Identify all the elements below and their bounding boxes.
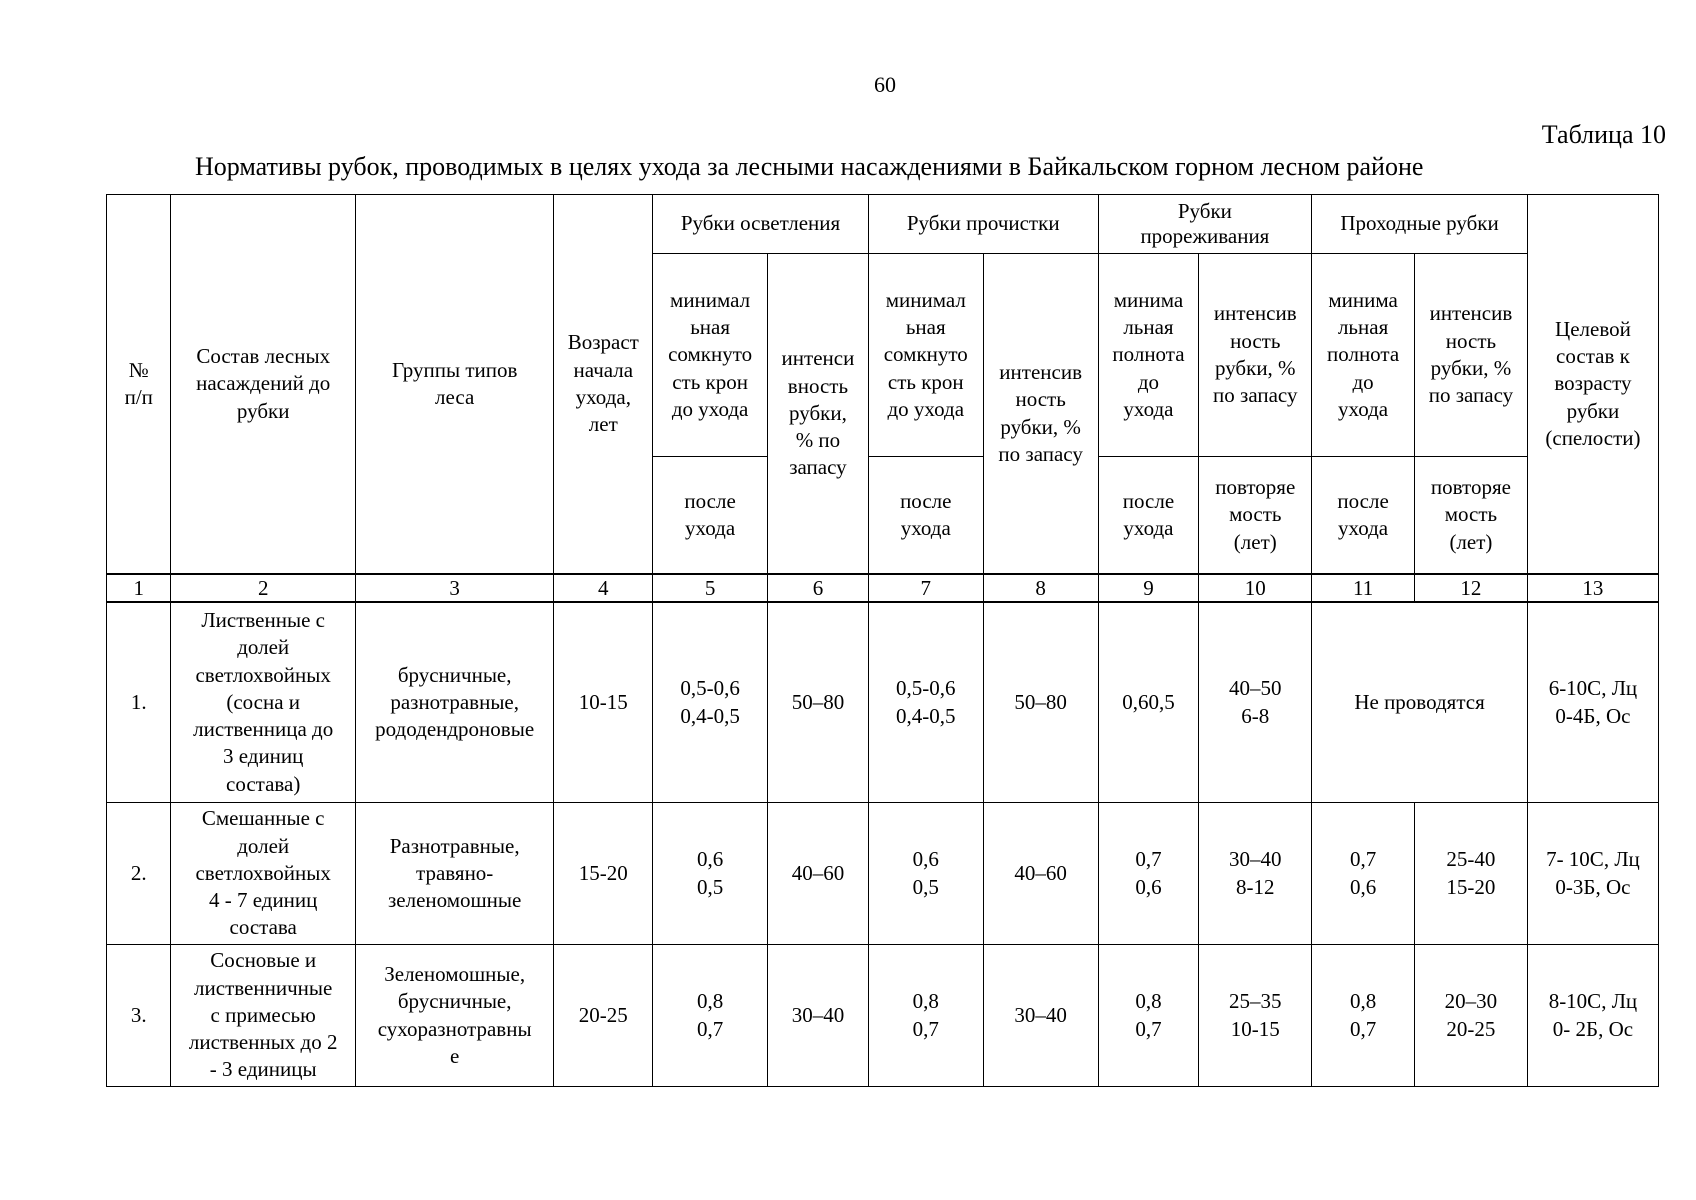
row-cell-6: 50–80 xyxy=(768,602,869,803)
col-number: 10 xyxy=(1199,574,1312,602)
row-forest-types: Разнотравные, травяно- зеленомошные xyxy=(355,803,554,945)
header-after-11: после ухода xyxy=(1312,457,1415,575)
header-min-closure-7: минимал ьная сомкнуто сть крон до ухода xyxy=(868,254,983,457)
row-cell-9: 0,7 0,6 xyxy=(1098,803,1199,945)
row-num: 1. xyxy=(107,602,171,803)
header-passage: Проходные рубки xyxy=(1312,195,1528,254)
row-target: 7- 10С, Лц 0-3Б, Ос xyxy=(1527,803,1658,945)
row-cell-6: 40–60 xyxy=(768,803,869,945)
row-cell-8: 50–80 xyxy=(983,602,1098,803)
row-cell-7: 0,8 0,7 xyxy=(868,945,983,1087)
header-repeat-12: повторяе мость (лет) xyxy=(1414,457,1527,575)
page-number: 60 xyxy=(874,72,896,97)
header-intensity-10: интенсив ность рубки, % по запасу xyxy=(1199,254,1312,457)
row-cell-8: 40–60 xyxy=(983,803,1098,945)
row-composition: Смешанные с долей светлохвойных 4 - 7 единиц состава xyxy=(171,803,355,945)
row-cell-11: 0,7 0,6 xyxy=(1312,803,1415,945)
row-cell-10: 30–40 8-12 xyxy=(1199,803,1312,945)
row-target: 6-10С, Лц 0-4Б, Ос xyxy=(1527,602,1658,803)
header-thinning: Рубки прореживания xyxy=(1098,195,1312,254)
row-cell-5: 0,6 0,5 xyxy=(653,803,768,945)
row-composition: Сосновые и лиственничные с примесью лиственных до 2 - 3 единицы xyxy=(171,945,355,1087)
header-num: № п/п xyxy=(107,195,171,575)
header-min-density-9: минима льная полнота до ухода xyxy=(1098,254,1199,457)
row-cell-5: 0,5-0,6 0,4-0,5 xyxy=(653,602,768,803)
header-forest-types: Группы типов леса xyxy=(355,195,554,575)
table-row xyxy=(107,803,1659,945)
row-cell-9: 0,8 0,7 xyxy=(1098,945,1199,1087)
header-intensity-8: интенсив ность рубки, % по запасу xyxy=(983,254,1098,575)
header-age: Возраст начала ухода, лет xyxy=(554,195,653,575)
col-number: 7 xyxy=(868,574,983,602)
column-number-row xyxy=(107,574,1659,602)
col-number: 4 xyxy=(554,574,653,602)
row-cell-7: 0,6 0,5 xyxy=(868,803,983,945)
col-number: 9 xyxy=(1098,574,1199,602)
row-cell-12: 25-40 15-20 xyxy=(1414,803,1527,945)
row-cell-10: 25–35 10-15 xyxy=(1199,945,1312,1087)
col-number: 5 xyxy=(653,574,768,602)
header-composition: Состав лесных насаждений до рубки xyxy=(171,195,355,575)
col-number: 8 xyxy=(983,574,1098,602)
header-clarification: Рубки осветления xyxy=(653,195,869,254)
col-number: 13 xyxy=(1527,574,1658,602)
row-cell-10: 40–50 6-8 xyxy=(1199,602,1312,803)
header-cleaning: Рубки прочистки xyxy=(868,195,1098,254)
header-min-density-11: минима льная полнота до ухода xyxy=(1312,254,1415,457)
row-cell-11: 0,8 0,7 xyxy=(1312,945,1415,1087)
row-cell-7: 0,5-0,6 0,4-0,5 xyxy=(868,602,983,803)
row-age: 20-25 xyxy=(554,945,653,1087)
col-number: 6 xyxy=(768,574,869,602)
row-not-conducted: Не проводятся xyxy=(1312,602,1528,803)
row-num: 2. xyxy=(107,803,171,945)
header-min-closure-5: минимал ьная сомкнуто сть крон до ухода xyxy=(653,254,768,457)
row-age: 15-20 xyxy=(554,803,653,945)
row-forest-types: Зеленомошные, брусничные, сухоразнотравны е xyxy=(355,945,554,1087)
header-after-7: после ухода xyxy=(868,457,983,575)
col-number: 11 xyxy=(1312,574,1415,602)
table-row xyxy=(107,945,1659,1087)
header-target: Целевой состав к возрасту рубки (спелости) xyxy=(1527,195,1658,575)
header-intensity-12: интенсив ность рубки, % по запасу xyxy=(1414,254,1527,457)
row-composition: Лиственные с долей светлохвойных (сосна и лиственница до 3 единиц состава) xyxy=(171,602,355,803)
col-number: 1 xyxy=(107,574,171,602)
col-number: 2 xyxy=(171,574,355,602)
table-label: Таблица 10 xyxy=(1541,120,1666,149)
table-row xyxy=(107,602,1659,803)
header-intensity-6: интенси вность рубки, % по запасу xyxy=(768,254,869,575)
table-title: Нормативы рубок, проводимых в целях ухода за лесными насаждениями в Байкальском горном лесном районе xyxy=(195,152,1424,181)
row-forest-types: брусничные, разнотравные, рододендроновые xyxy=(355,602,554,803)
row-cell-9: 0,60,5 xyxy=(1098,602,1199,803)
row-cell-8: 30–40 xyxy=(983,945,1098,1087)
header-after-9: после ухода xyxy=(1098,457,1199,575)
norms-table xyxy=(106,194,1659,1087)
col-number: 12 xyxy=(1414,574,1527,602)
row-cell-6: 30–40 xyxy=(768,945,869,1087)
row-target: 8-10С, Лц 0- 2Б, Ос xyxy=(1527,945,1658,1087)
row-cell-5: 0,8 0,7 xyxy=(653,945,768,1087)
row-num: 3. xyxy=(107,945,171,1087)
col-number: 3 xyxy=(355,574,554,602)
header-after-5: после ухода xyxy=(653,457,768,575)
row-cell-12: 20–30 20-25 xyxy=(1414,945,1527,1087)
header-repeat-10: повторяе мость (лет) xyxy=(1199,457,1312,575)
row-age: 10-15 xyxy=(554,602,653,803)
